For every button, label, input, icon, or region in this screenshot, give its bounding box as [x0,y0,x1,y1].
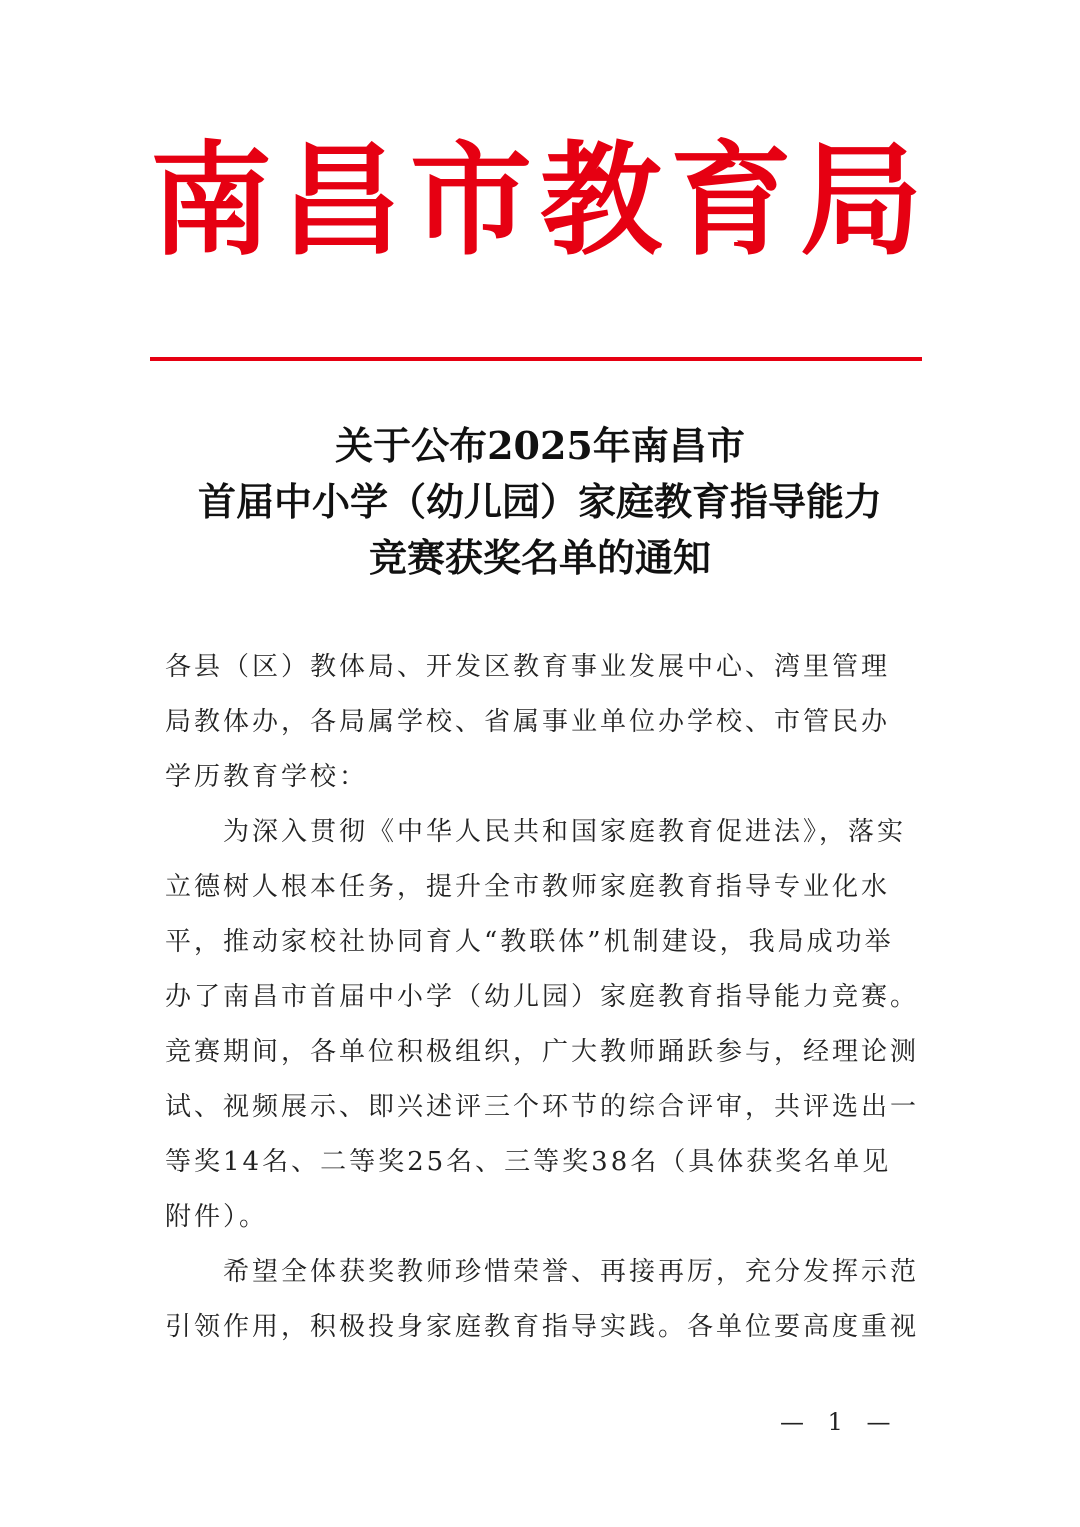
body-line: 引领作用，积极投身家庭教育指导实践。各单位要高度重视 [165,1312,920,1342]
letterhead-char: 局 [800,128,922,272]
body-line: 试、视频展示、即兴述评三个环节的综合评审，共评选出一 [165,1092,920,1122]
page-number: — 1 — [780,1408,899,1436]
letterhead-title [150,130,922,270]
document-body [165,640,920,1355]
title-line: 竞赛获奖名单的通知 [368,535,711,580]
body-line: 竞赛期间，各单位积极组织，广大教师踊跃参与，经理论测 [165,1037,920,1067]
red-divider [150,357,922,361]
letterhead-char: 教 [540,128,662,272]
letterhead-char: 南 [150,128,272,272]
title-line: 首届中小学（幼儿园）家庭教育指导能力 [197,479,882,524]
body-line: 希望全体获奖教师珍惜荣誉、再接再厉，充分发挥示范 [165,1257,920,1287]
document-title [100,418,980,586]
letterhead-char: 市 [410,128,532,272]
body-line: 为深入贯彻《中华人民共和国家庭教育促进法》，落实 [165,817,907,847]
body-line: 办了南昌市首届中小学（幼儿园）家庭教育指导能力竞赛。 [165,982,920,1012]
title-line: 关于公布2025年南昌市 [335,423,745,468]
letterhead-char: 昌 [280,128,402,272]
body-line: 各县（区）教体局、开发区教育事业发展中心、湾里管理 [165,652,891,682]
body-line: 学历教育学校： [165,762,369,792]
letterhead-char: 育 [670,128,792,272]
body-line: 附件）。 [165,1202,269,1232]
body-line: 局教体办，各局属学校、省属事业单位办学校、市管民办 [165,707,891,737]
body-line: 平，推动家校社协同育人“教联体”机制建设，我局成功举 [165,927,894,957]
body-line: 等奖14名、二等奖25名、三等奖38名（具体获奖名单见 [165,1147,892,1177]
body-line: 立德树人根本任务，提升全市教师家庭教育指导专业化水 [165,872,891,902]
